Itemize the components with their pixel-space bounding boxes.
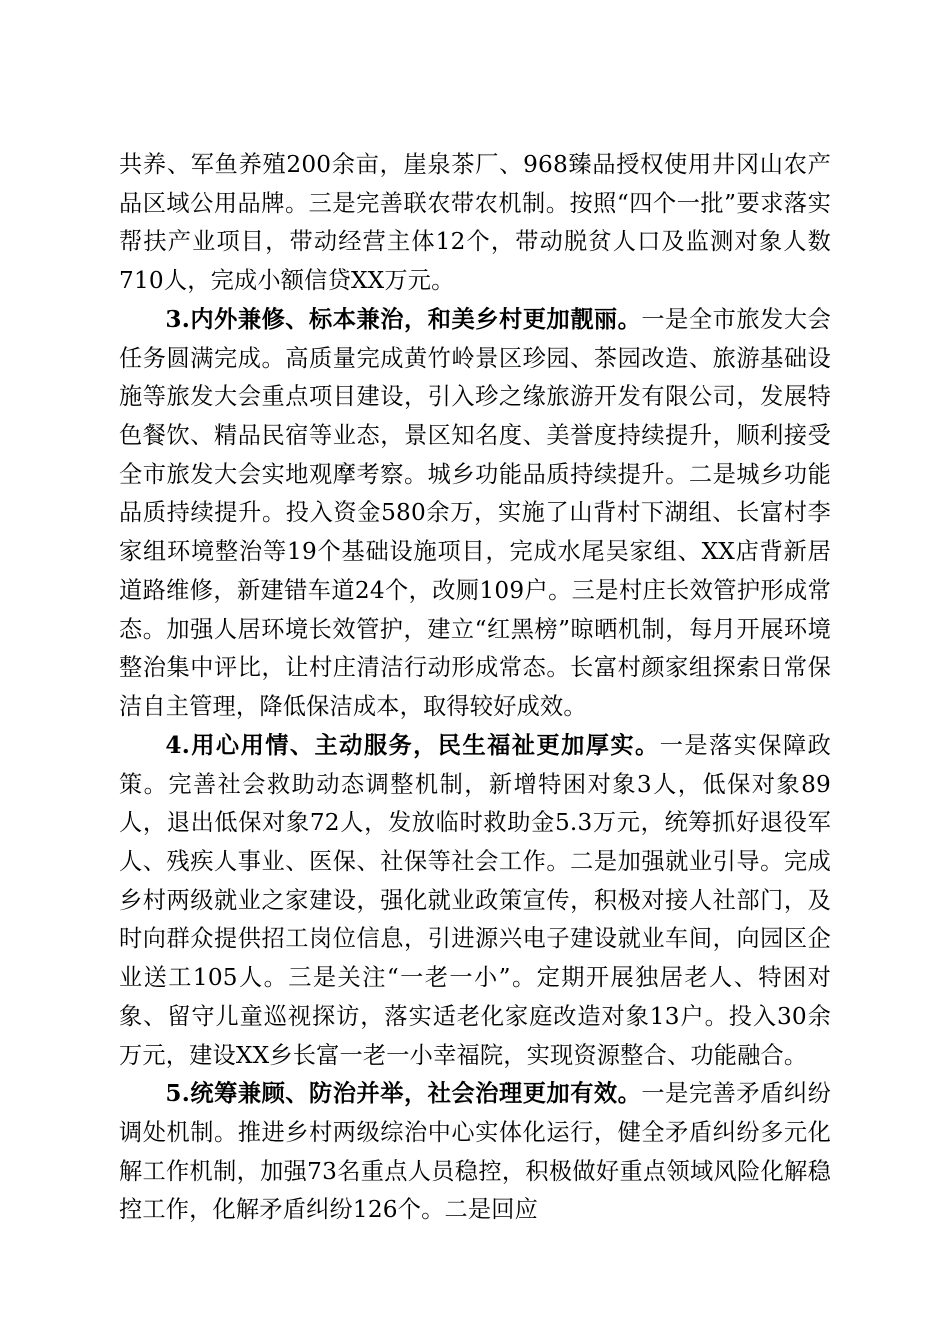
section-heading: 3.内外兼修、标本兼治，和美乡村更加靓丽。 bbox=[165, 305, 642, 333]
document-page bbox=[119, 146, 831, 1230]
paragraph-section-3 bbox=[119, 301, 831, 727]
section-heading: 5.统筹兼顾、防治并举，社会治理更加有效。 bbox=[165, 1080, 642, 1108]
paragraph-text: 一是完善矛盾纠纷调处机制。推进乡村两级综治中心实体化运行，健全矛盾纠纷多元化解工作机制，加强73名重点人员稳控，积极做好重点领域风险化解稳控工作，化解矛盾纠纷126个。二是回应 bbox=[119, 1080, 831, 1224]
paragraph-continuation bbox=[119, 146, 831, 301]
paragraph-text: 一是全市旅发大会任务圆满完成。高质量完成黄竹岭景区珍园、茶园改造、旅游基础设施等旅发大会重点项目建设，引入珍之缘旅游开发有限公司，发展特色餐饮、精品民宿等业态，景区知名度、美誉度持续提升，顺利接受全市旅发大会实地观摩考察。城乡功能品质持续提升。二是城乡功能品质持续提升。投入资金580余万，实施了山背村下湖组、长富村李家组环境整治等19个基础设施项目，完成水尾吴家组、XX店背新居道路维修，新建错车道24个，改厕109户。三是村庄长效管护形成常态。加强人居环境长效管护，建立“红黑榜”晾晒机制，每月开展环境整治集中评比，让村庄清洁行动形成常态。长富村颜家组探索日常保洁自主管理，降低保洁成本，取得较好成效。 bbox=[119, 305, 831, 721]
paragraph-section-5 bbox=[119, 1075, 831, 1230]
paragraph-text: 共养、军鱼养殖200余亩，崖泉茶厂、968臻品授权使用井冈山农产品区域公用品牌。三是完善联农带农机制。按照“四个一批”要求落实帮扶产业项目，带动经营主体12个，带动脱贫人口及监测对象人数710人，完成小额信贷XX万元。 bbox=[119, 151, 831, 295]
paragraph-text: 一是落实保障政策。完善社会救助动态调整机制，新增特困对象3人，低保对象89人，退出低保对象72人，发放临时救助金5.3万元，统筹抓好退役军人、残疾人事业、医保、社保等社会工作。二是加强就业引导。完成乡村两级就业之家建设，强化就业政策宣传，积极对接人社部门，及时向群众提供招工岗位信息，引进源兴电子建设就业车间，向园区企业送工105人。三是关注“一老一小”。定期开展独居老人、特困对象、留守儿童巡视探访，落实适老化家庭改造对象13户。投入30余万元，建设XX乡长富一老一小幸福院，实现资源整合、功能融合。 bbox=[119, 731, 831, 1069]
paragraph-section-4 bbox=[119, 727, 831, 1075]
section-heading: 4.用心用情、主动服务，民生福祉更加厚实。 bbox=[165, 731, 660, 759]
